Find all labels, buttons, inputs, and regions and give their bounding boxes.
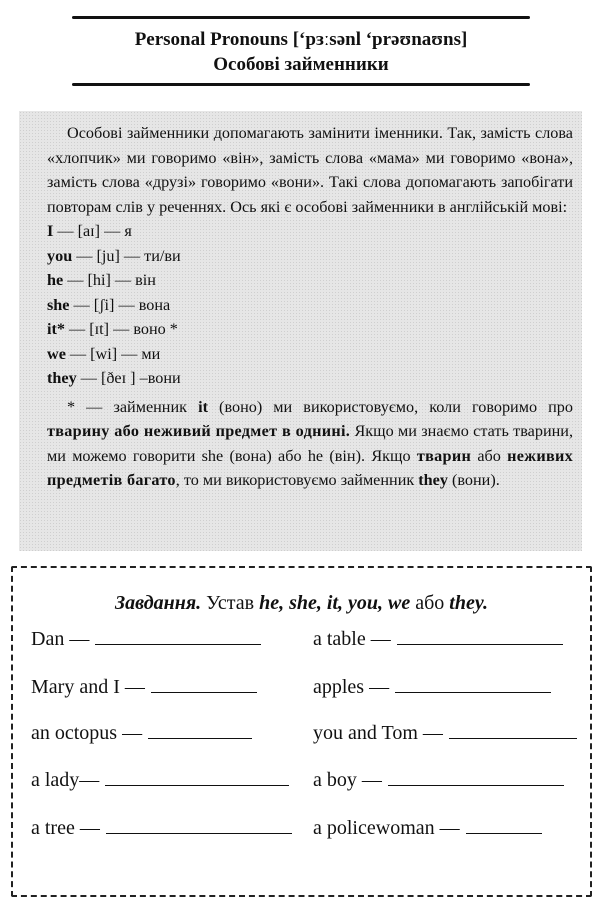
pronoun-translation: — [ðeɪ ] –вони bbox=[76, 369, 181, 387]
pronoun-translation: — [hi] — він bbox=[63, 271, 156, 289]
pronoun-item bbox=[47, 244, 573, 269]
exercise-prompt: a lady— bbox=[31, 769, 100, 791]
exercise-item bbox=[31, 626, 261, 652]
exercise-prompt: Dan — bbox=[31, 628, 90, 650]
exercise-item bbox=[31, 720, 252, 746]
exercise-box bbox=[11, 566, 592, 897]
exercise-prompt: a boy — bbox=[313, 769, 382, 791]
exercise-prompt: a policewoman — bbox=[313, 817, 460, 839]
header-top-rule bbox=[72, 16, 530, 19]
pronoun-item bbox=[47, 317, 573, 342]
answer-blank[interactable] bbox=[148, 720, 252, 739]
exercise-label: Завдання. bbox=[114, 592, 202, 614]
pronoun-word: you bbox=[47, 246, 73, 265]
pronoun-translation: — [ɪt] — воно * bbox=[64, 320, 178, 338]
exercise-item bbox=[31, 674, 257, 700]
pronoun-translation: — [aɪ] — я bbox=[53, 222, 132, 240]
exercise-prompt: Mary and I — bbox=[31, 676, 145, 698]
exercise-last-pronoun: they. bbox=[449, 592, 488, 614]
exercise-pronouns: he, she, it, you, we bbox=[259, 592, 411, 614]
page-header bbox=[72, 8, 530, 88]
note-text: (вони). bbox=[447, 471, 500, 489]
note-emphasis: тварину або неживий предмет в однині. bbox=[47, 422, 351, 440]
pronoun-word: he bbox=[47, 271, 64, 289]
exercise-prompt: a table — bbox=[313, 628, 391, 650]
pronoun-list bbox=[47, 219, 573, 391]
pronoun-translation: — [ʃi] — вона bbox=[69, 295, 171, 314]
note-paragraph bbox=[47, 395, 573, 493]
answer-blank[interactable] bbox=[397, 626, 563, 645]
answer-blank[interactable] bbox=[449, 720, 577, 739]
note-it-word: it bbox=[198, 397, 208, 416]
note-text: (воно) ми використовуємо, коли говоримо про bbox=[207, 397, 573, 416]
exercise-prompt: an octopus — bbox=[31, 722, 143, 744]
intro-paragraph: Особові займенники допомагають замінити іменники. Так, замість слова «хлопчик» ми говоримо «він», замість слова «мама» ми говоримо «вона», замість слова «друзі» говоримо «вони». Такі слова допомагають запобігати повторам слів у реченнях. Ось які є особові займенники в англійській мові: bbox=[47, 124, 573, 216]
pronoun-item bbox=[47, 268, 573, 293]
pronoun-item bbox=[47, 366, 573, 391]
pronoun-word: we bbox=[47, 344, 66, 363]
pronoun-item bbox=[47, 219, 573, 244]
note-text: або bbox=[471, 446, 508, 465]
note-text: Якщо ми знаємо стать тварини, ми можемо говорити she (вона) або he (він). Якщо bbox=[47, 422, 573, 465]
header-bottom-rule bbox=[72, 83, 530, 86]
pronoun-item bbox=[47, 342, 573, 367]
pronoun-word: they bbox=[47, 369, 77, 387]
note-they-word: they bbox=[418, 471, 448, 489]
answer-blank[interactable] bbox=[151, 674, 257, 693]
answer-blank[interactable] bbox=[466, 815, 542, 834]
exercise-instruction: Устав bbox=[201, 592, 260, 614]
answer-blank[interactable] bbox=[95, 626, 261, 645]
answer-blank[interactable] bbox=[388, 767, 564, 786]
pronoun-word: I bbox=[47, 222, 54, 240]
exercise-item bbox=[313, 767, 564, 793]
page-title-english: Personal Pronouns [‘pɜːsənl ‘prəʊnaʊns] bbox=[134, 29, 468, 50]
answer-blank[interactable] bbox=[395, 674, 551, 693]
pronoun-translation: — [ju] — ти/ви bbox=[72, 246, 181, 265]
exercise-or-word: або bbox=[410, 592, 450, 614]
note-text: * — займенник bbox=[67, 397, 199, 416]
exercise-title bbox=[13, 590, 590, 616]
exercise-item bbox=[313, 674, 551, 700]
pronoun-word: it* bbox=[47, 320, 65, 338]
page-title-ukrainian: Особові займенники bbox=[213, 54, 389, 75]
exercise-prompt: apples — bbox=[313, 676, 390, 698]
info-box bbox=[19, 111, 582, 551]
info-text bbox=[47, 121, 573, 493]
exercise-item bbox=[313, 626, 563, 652]
answer-blank[interactable] bbox=[105, 767, 289, 786]
pronoun-translation: — [wi] — ми bbox=[65, 344, 161, 363]
exercise-item bbox=[313, 720, 577, 746]
answer-blank[interactable] bbox=[106, 815, 292, 834]
pronoun-item bbox=[47, 293, 573, 318]
note-emphasis: неживих предметів багато bbox=[47, 446, 574, 489]
exercise-item bbox=[31, 815, 292, 841]
note-text: , то ми використовуємо займенник bbox=[175, 471, 419, 489]
exercise-item bbox=[313, 815, 542, 841]
exercise-item bbox=[31, 767, 289, 793]
note-emphasis: тварин bbox=[416, 446, 472, 465]
exercise-prompt: a tree — bbox=[31, 817, 100, 839]
exercise-prompt: you and Tom — bbox=[313, 722, 443, 744]
pronoun-word: she bbox=[47, 295, 70, 314]
